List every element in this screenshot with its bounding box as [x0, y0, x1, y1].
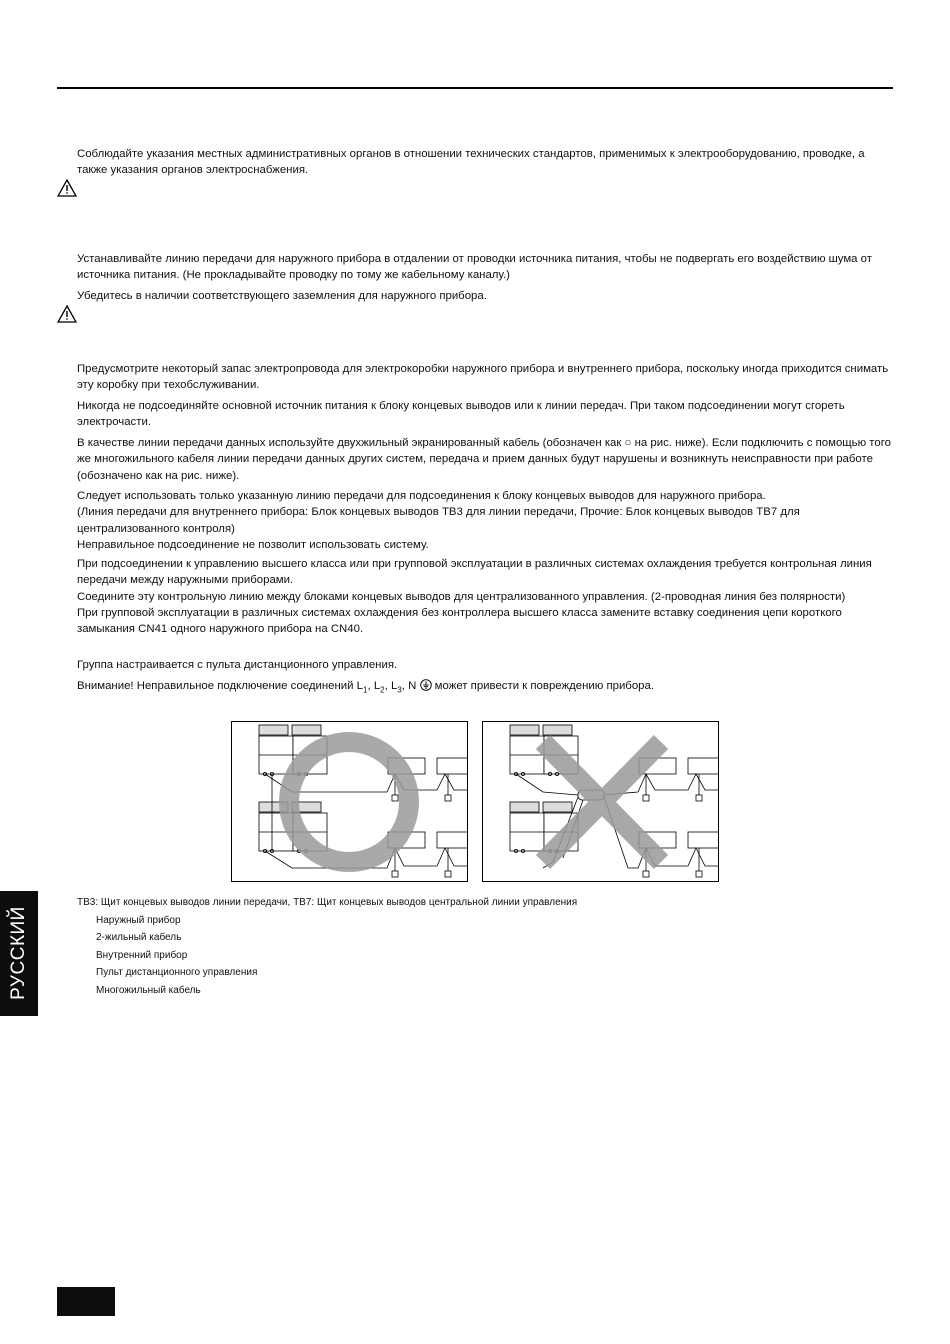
caution-item-2: Никогда не подсоединяйте основной источник питания к блоку концевых выводов или к линии передач. При таком подсоединении могут сгореть электрочасти.: [77, 400, 845, 429]
legend-item-remote-controller: Пульт дистанционного управления: [96, 967, 258, 978]
intro-paragraph: Соблюдайте указания местных административных органов в отношении технических стандартов, применимых к электрооборудованию, проводке, а также указания органов электроснабжения.: [77, 148, 865, 177]
warning-triangle-icon: [57, 179, 77, 197]
indoor-units: [639, 758, 718, 848]
page-number-tab: [57, 1287, 115, 1316]
caution-item-7-suffix: может привести к повреждению прибора.: [431, 680, 655, 692]
wrong-wiring-diagram: [482, 721, 719, 882]
legend-item-indoor-unit: Внутренний прибор: [96, 950, 188, 961]
caution-item-3: [77, 435, 892, 484]
language-side-tab: [0, 891, 38, 1016]
caution-item-7-prefix: Внимание! Неправильное подключение соединений L: [77, 680, 364, 692]
legend-item-outdoor-unit: Наружный прибор: [96, 915, 181, 926]
caution-item-4: [77, 488, 892, 553]
language-label: РУССКИЙ: [8, 906, 29, 1000]
header-rule: [57, 87, 893, 89]
warning-item-2: Убедитесь в наличии соответствующего заземления для наружного прибора.: [77, 290, 487, 302]
circle-mark-symbol: ○: [624, 437, 632, 449]
caution-item-5-line-1: При подсоединении к управлению высшего класса или при групповой эксплуатации в различных системах охлаждения требуется контрольная линия передачи между наружными приборами.: [77, 558, 872, 587]
caution-item-7: Внимание! Неправильное подключение соединений $L_1$, $L_2$, $L_3$, N может привести к повреждению прибора.: [77, 680, 655, 695]
caution-item-3-after: на рис. ниже). Если подключить с помощью того же многожильного кабеля линии передачи данных других систем, передача и прием данных будут нарушены и возникнуть неисправности при работе (обозначено как на рис. ниже).: [77, 437, 891, 482]
caution-item-4-line-3: Неправильное подсоединение не позволит использовать систему.: [77, 538, 429, 551]
caution-triangle-icon: [57, 305, 77, 323]
warning-item-1: Устанавливайте линию передачи для наружного прибора в отдалении от проводки источника питания, чтобы не подвергать его воздействию шума от источника питания. (Не прокладывайте проводку по тому же кабельному каналу.): [77, 253, 872, 282]
caution-item-1: Предусмотрите некоторый запас электропровода для электрокоробки наружного прибора и внутреннего прибора, поскольку иногда приходится снимать эту коробку при техобслуживании.: [77, 363, 889, 392]
l1-subscript: 1: [363, 685, 368, 695]
legend-item-multicore-cable: Многожильный кабель: [96, 985, 201, 996]
l2-subscript: 2: [380, 685, 385, 695]
ground-symbol-icon: [420, 679, 432, 691]
l3-subscript: 3: [397, 685, 402, 695]
caution-item-3-before: В качестве линии передачи данных используйте двухжильный экранированный кабель (обозначен как: [77, 437, 625, 449]
legend-item-two-core-cable: 2-жильный кабель: [96, 932, 182, 943]
caution-item-5: [77, 556, 892, 637]
caution-item-6: Группа настраивается с пульта дистанционного управления.: [77, 659, 398, 671]
legend-caption: TB3: Щит концевых выводов линии передачи, TB7: Щит концевых выводов центральной линии управления: [77, 897, 578, 908]
l3-label: L: [390, 680, 398, 692]
correct-wiring-diagram: [231, 721, 468, 882]
caution-item-5-line-2: Соедините эту контрольную линию между блоками концевых выводов для централизованного управления. (2-проводная линия без полярности): [77, 590, 846, 603]
caution-item-4-line-2: (Линия передачи для внутреннего прибора: Блок концевых выводов TB3 для линии передачи, Прочие: Блок концевых выводов TB7 для централизованного контроля): [77, 506, 800, 535]
caution-item-5-line-3: При групповой эксплуатации в различных системах охлаждения без контроллера высшего класса замените вставку соединения цепи короткого замыкания CN41 одного наружного прибора на CN40.: [77, 606, 842, 636]
caution-item-4-line-1: Следует использовать только указанную линию передачи для подсоединения к блоку концевых выводов для наружного прибора.: [77, 490, 766, 502]
n-label: N: [408, 680, 417, 692]
l2-label: L: [373, 680, 381, 692]
